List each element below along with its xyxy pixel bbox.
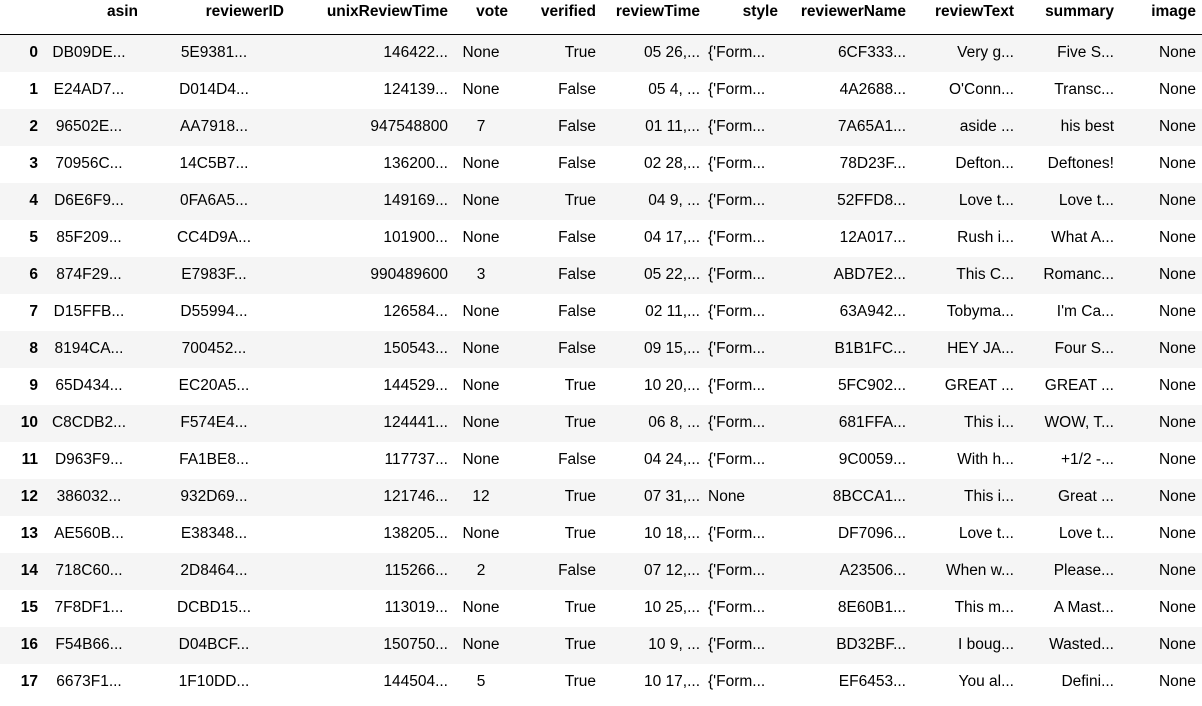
column-header-reviewtime: reviewTime xyxy=(615,3,700,20)
cell-reviewtext: You al... xyxy=(958,673,1014,690)
cell-reviewerid: F574E4... xyxy=(180,414,248,431)
cell-summary: his best xyxy=(1060,118,1114,135)
table-row xyxy=(0,479,1202,516)
cell-vote: 2 xyxy=(476,562,486,579)
cell-asin: C8CDB2... xyxy=(51,414,127,431)
cell-reviewtime: 01 11,... xyxy=(645,118,700,135)
cell-reviewtext: Love t... xyxy=(958,525,1014,542)
cell-reviewtext: When w... xyxy=(945,562,1014,579)
cell-reviewtext: This C... xyxy=(956,266,1014,283)
header-row xyxy=(0,0,1202,35)
row-index: 3 xyxy=(29,155,38,172)
cell-verified: True xyxy=(564,636,596,653)
cell-reviewername: 12A017... xyxy=(839,229,906,246)
table-header xyxy=(0,0,1202,35)
cell-reviewtime: 06 8, ... xyxy=(648,414,700,431)
cell-reviewerid: EC20A5... xyxy=(178,377,250,394)
cell-reviewerid: D55994... xyxy=(180,303,248,320)
cell-reviewtime: 09 15,... xyxy=(643,340,700,357)
cell-asin: 96502E... xyxy=(55,118,123,135)
cell-reviewtext: With h... xyxy=(957,451,1014,468)
cell-style: {'Form... xyxy=(708,192,766,209)
cell-reviewername: B1B1FC... xyxy=(834,340,906,357)
table-row xyxy=(0,183,1202,220)
cell-reviewtext: This i... xyxy=(964,414,1014,431)
cell-unixreviewtime: 144529... xyxy=(383,377,448,394)
cell-style: {'Form... xyxy=(708,451,766,468)
cell-reviewername: 78D23F... xyxy=(839,155,906,172)
cell-reviewtext: HEY JA... xyxy=(947,340,1014,357)
column-header-unixreviewtime: unixReviewTime xyxy=(326,3,448,20)
cell-style: {'Form... xyxy=(708,118,766,135)
cell-unixreviewtime: 101900... xyxy=(383,229,448,246)
cell-reviewerid: 5E9381... xyxy=(180,44,248,62)
cell-summary: What A... xyxy=(1051,229,1114,246)
cell-reviewername: ABD7E2... xyxy=(833,266,906,283)
row-index: 10 xyxy=(20,414,38,431)
table-row xyxy=(0,220,1202,257)
cell-reviewtime: 02 28,... xyxy=(643,155,700,172)
column-header-vote: vote xyxy=(476,3,508,20)
column-header-reviewerid: reviewerID xyxy=(205,3,284,20)
cell-unixreviewtime: 115266... xyxy=(384,562,448,579)
cell-unixreviewtime: 150543... xyxy=(383,340,448,357)
cell-summary: I'm Ca... xyxy=(1056,303,1114,320)
cell-summary: Defini... xyxy=(1061,673,1114,690)
cell-vote: None xyxy=(462,303,500,320)
table-row xyxy=(0,442,1202,479)
cell-verified: False xyxy=(558,340,596,357)
cell-reviewerid: 14C5B7... xyxy=(179,155,249,172)
table-row xyxy=(0,553,1202,590)
table-row xyxy=(0,627,1202,664)
table-row xyxy=(0,257,1202,294)
row-index: 7 xyxy=(29,303,38,320)
cell-summary: Four S... xyxy=(1054,340,1114,357)
cell-unixreviewtime: 947548800 xyxy=(370,118,448,135)
cell-verified: False xyxy=(558,303,596,320)
cell-summary: Great ... xyxy=(1058,488,1114,505)
cell-reviewername: 63A942... xyxy=(839,303,906,320)
cell-unixreviewtime: 124441... xyxy=(383,414,448,431)
cell-asin: D15FFB... xyxy=(53,303,125,320)
cell-asin: DB09DE... xyxy=(52,44,126,62)
cell-reviewtime: 07 12,... xyxy=(643,562,700,579)
table-row xyxy=(0,35,1202,72)
table-row xyxy=(0,590,1202,627)
cell-vote: None xyxy=(462,377,500,394)
cell-reviewtime: 05 4, ... xyxy=(648,81,700,98)
cell-reviewerid: 932D69... xyxy=(180,488,248,505)
table-row xyxy=(0,516,1202,553)
cell-reviewtime: 10 25,... xyxy=(643,599,700,616)
cell-summary: Love t... xyxy=(1058,525,1114,542)
row-index: 9 xyxy=(29,377,38,394)
cell-unixreviewtime: 121746... xyxy=(383,488,448,505)
cell-unixreviewtime: 146422... xyxy=(383,44,448,62)
cell-reviewtime: 07 31,... xyxy=(643,488,700,505)
column-header-reviewername: reviewerName xyxy=(800,3,906,20)
cell-reviewtext: Very g... xyxy=(957,44,1014,62)
cell-style: {'Form... xyxy=(708,303,766,320)
cell-image: None xyxy=(1158,340,1196,357)
column-header-asin: asin xyxy=(106,3,138,20)
cell-asin: 718C60... xyxy=(55,562,123,579)
row-index: 15 xyxy=(20,599,38,616)
cell-verified: False xyxy=(558,118,596,135)
cell-unixreviewtime: 144504... xyxy=(383,673,448,690)
cell-reviewtext: I boug... xyxy=(957,636,1014,653)
cell-image: None xyxy=(1158,673,1196,690)
cell-style: {'Form... xyxy=(708,44,766,62)
cell-summary: Romanc... xyxy=(1043,266,1114,283)
cell-verified: True xyxy=(564,488,596,505)
table-row xyxy=(0,109,1202,146)
cell-image: None xyxy=(1158,414,1196,431)
cell-image: None xyxy=(1158,81,1196,98)
cell-vote: 3 xyxy=(476,266,486,283)
cell-reviewtext: aside ... xyxy=(959,118,1014,135)
cell-style: None xyxy=(708,488,746,505)
cell-asin: 7F8DF1... xyxy=(54,599,124,616)
cell-asin: F54B66... xyxy=(55,636,123,653)
table-row xyxy=(0,405,1202,442)
cell-vote: None xyxy=(462,192,500,209)
cell-image: None xyxy=(1158,636,1196,653)
cell-style: {'Form... xyxy=(708,673,766,690)
cell-style: {'Form... xyxy=(708,155,766,172)
cell-image: None xyxy=(1158,303,1196,320)
row-index: 5 xyxy=(29,229,38,246)
cell-asin: 874F29... xyxy=(56,266,122,283)
column-header-verified: verified xyxy=(540,3,596,20)
row-index: 17 xyxy=(20,673,38,690)
table-row xyxy=(0,72,1202,109)
cell-reviewername: 9C0059... xyxy=(838,451,906,468)
cell-verified: True xyxy=(564,44,596,62)
cell-asin: 386032... xyxy=(56,488,122,505)
cell-style: {'Form... xyxy=(708,377,766,394)
table-row xyxy=(0,146,1202,183)
row-index: 12 xyxy=(20,488,38,505)
cell-image: None xyxy=(1158,451,1196,468)
cell-reviewername: 681FFA... xyxy=(838,414,906,431)
cell-asin: E24AD7... xyxy=(53,81,125,98)
cell-image: None xyxy=(1158,118,1196,135)
cell-reviewtime: 04 9, ... xyxy=(648,192,700,209)
table-row xyxy=(0,664,1202,701)
cell-summary: +1/2 -... xyxy=(1061,451,1114,468)
cell-unixreviewtime: 126584... xyxy=(383,303,448,320)
cell-reviewtime: 05 22,... xyxy=(643,266,700,283)
cell-reviewtime: 02 11,... xyxy=(645,303,700,320)
row-index: 8 xyxy=(29,340,38,357)
cell-reviewtime: 10 18,... xyxy=(643,525,700,542)
cell-reviewtext: Love t... xyxy=(958,192,1014,209)
cell-verified: True xyxy=(564,414,596,431)
index-header xyxy=(0,0,40,35)
cell-reviewerid: FA1BE8... xyxy=(179,451,249,468)
cell-verified: False xyxy=(558,81,596,98)
cell-image: None xyxy=(1158,44,1196,62)
cell-reviewerid: 1F10DD... xyxy=(178,673,250,690)
column-header-image: image xyxy=(1151,3,1196,20)
cell-reviewername: DF7096... xyxy=(837,525,906,542)
cell-asin: D6E6F9... xyxy=(54,192,124,209)
cell-reviewername: 7A65A1... xyxy=(837,118,906,135)
cell-summary: Five S... xyxy=(1057,44,1114,62)
cell-vote: None xyxy=(462,451,500,468)
cell-verified: True xyxy=(564,673,596,690)
cell-summary: Please... xyxy=(1053,562,1114,579)
row-index: 16 xyxy=(20,636,38,653)
cell-image: None xyxy=(1158,562,1196,579)
cell-image: None xyxy=(1158,488,1196,505)
cell-summary: A Mast... xyxy=(1053,599,1114,616)
cell-vote: None xyxy=(462,155,500,172)
cell-unixreviewtime: 990489600 xyxy=(370,266,448,283)
cell-image: None xyxy=(1158,155,1196,172)
cell-reviewername: 8BCCA1... xyxy=(832,488,906,505)
cell-unixreviewtime: 150750... xyxy=(383,636,448,653)
cell-reviewerid: CC4D9A... xyxy=(176,229,252,246)
cell-reviewerid: D014D4... xyxy=(179,81,249,98)
cell-summary: Love t... xyxy=(1058,192,1114,209)
cell-reviewtime: 04 17,... xyxy=(643,229,700,246)
cell-verified: False xyxy=(558,451,596,468)
cell-asin: 8194CA... xyxy=(54,340,124,357)
cell-reviewername: 4A2688... xyxy=(839,81,906,98)
cell-style: {'Form... xyxy=(708,562,766,579)
cell-reviewername: 52FFD8... xyxy=(837,192,906,209)
row-index: 2 xyxy=(29,118,38,135)
table-row xyxy=(0,368,1202,405)
cell-reviewerid: 0FA6A5... xyxy=(179,192,249,209)
cell-reviewtime: 05 26,... xyxy=(643,44,700,62)
cell-style: {'Form... xyxy=(708,340,766,357)
cell-image: None xyxy=(1158,229,1196,246)
cell-reviewtext: Tobyma... xyxy=(946,303,1014,320)
row-index: 1 xyxy=(29,81,38,98)
cell-reviewerid: AA7918... xyxy=(179,118,249,135)
cell-summary: Transc... xyxy=(1054,81,1114,98)
cell-reviewername: EF6453... xyxy=(838,673,906,690)
cell-vote: None xyxy=(462,340,500,357)
table-body xyxy=(0,35,1202,701)
cell-style: {'Form... xyxy=(708,599,766,616)
cell-reviewername: 5FC902... xyxy=(837,377,906,394)
cell-style: {'Form... xyxy=(708,525,766,542)
cell-style: {'Form... xyxy=(708,414,766,431)
row-index: 14 xyxy=(20,562,38,579)
cell-reviewername: BD32BF... xyxy=(836,636,906,653)
cell-image: None xyxy=(1158,192,1196,209)
row-index: 4 xyxy=(29,192,38,209)
cell-reviewtext: This i... xyxy=(964,488,1014,505)
cell-reviewername: 8E60B1... xyxy=(837,599,906,616)
cell-image: None xyxy=(1158,525,1196,542)
cell-unixreviewtime: 124139... xyxy=(383,81,448,98)
cell-reviewtext: This m... xyxy=(954,599,1014,616)
cell-verified: True xyxy=(564,599,596,616)
cell-vote: 12 xyxy=(472,488,490,505)
cell-verified: True xyxy=(564,525,596,542)
cell-vote: None xyxy=(462,229,500,246)
row-index: 11 xyxy=(21,451,38,468)
cell-asin: 85F209... xyxy=(56,229,122,246)
cell-reviewtext: Defton... xyxy=(955,155,1014,172)
cell-reviewtime: 10 9, ... xyxy=(648,636,700,653)
cell-style: {'Form... xyxy=(708,636,766,653)
cell-reviewerid: D04BCF... xyxy=(178,636,250,653)
row-index: 0 xyxy=(29,44,38,62)
cell-vote: 5 xyxy=(476,673,486,690)
cell-asin: AE560B... xyxy=(54,525,124,542)
cell-reviewerid: 2D8464... xyxy=(180,562,248,579)
row-index: 6 xyxy=(29,266,38,283)
cell-verified: False xyxy=(558,562,596,579)
cell-summary: Deftones! xyxy=(1047,155,1114,172)
cell-verified: True xyxy=(564,377,596,394)
cell-vote: None xyxy=(462,599,500,616)
cell-reviewtext: O'Conn... xyxy=(949,81,1014,98)
cell-reviewtime: 04 24,... xyxy=(643,451,700,468)
cell-asin: 70956C... xyxy=(55,155,123,172)
cell-summary: WOW, T... xyxy=(1044,414,1114,431)
table-row xyxy=(0,331,1202,368)
cell-reviewtime: 10 20,... xyxy=(643,377,700,394)
cell-unixreviewtime: 136200... xyxy=(383,155,448,172)
cell-summary: Wasted... xyxy=(1049,636,1114,653)
row-index: 13 xyxy=(20,525,38,542)
cell-reviewtext: Rush i... xyxy=(957,229,1014,246)
cell-asin: D963F9... xyxy=(54,451,124,468)
cell-asin: 6673F1... xyxy=(56,673,122,690)
cell-vote: 7 xyxy=(476,118,486,135)
cell-reviewerid: DCBD15... xyxy=(176,599,252,616)
column-header-summary: summary xyxy=(1045,3,1114,20)
cell-verified: False xyxy=(558,266,596,283)
table-row xyxy=(0,294,1202,331)
cell-reviewername: 6CF333... xyxy=(837,44,906,62)
cell-reviewername: A23506... xyxy=(839,562,906,579)
cell-reviewtext: GREAT ... xyxy=(944,377,1014,394)
cell-verified: True xyxy=(564,192,596,209)
cell-unixreviewtime: 117737... xyxy=(384,451,448,468)
cell-unixreviewtime: 113019... xyxy=(384,599,448,616)
cell-reviewerid: 700452... xyxy=(181,340,247,357)
cell-vote: None xyxy=(462,525,500,542)
cell-reviewtime: 10 17,... xyxy=(643,673,700,690)
cell-vote: None xyxy=(462,81,500,98)
cell-vote: None xyxy=(462,414,500,431)
cell-image: None xyxy=(1158,377,1196,394)
cell-style: {'Form... xyxy=(708,266,766,283)
cell-verified: False xyxy=(558,229,596,246)
cell-unixreviewtime: 149169... xyxy=(383,192,448,209)
cell-reviewerid: E7983F... xyxy=(181,266,247,283)
cell-summary: GREAT ... xyxy=(1044,377,1114,394)
cell-image: None xyxy=(1158,266,1196,283)
cell-unixreviewtime: 138205... xyxy=(383,525,448,542)
cell-reviewerid: E38348... xyxy=(180,525,248,542)
cell-image: None xyxy=(1158,599,1196,616)
cell-style: {'Form... xyxy=(708,229,766,246)
column-header-reviewtext: reviewText xyxy=(935,3,1014,20)
cell-vote: None xyxy=(462,636,500,653)
column-header-style: style xyxy=(742,3,778,20)
cell-vote: None xyxy=(462,44,500,62)
cell-style: {'Form... xyxy=(708,81,766,98)
cell-verified: False xyxy=(558,155,596,172)
cell-asin: 65D434... xyxy=(55,377,123,394)
